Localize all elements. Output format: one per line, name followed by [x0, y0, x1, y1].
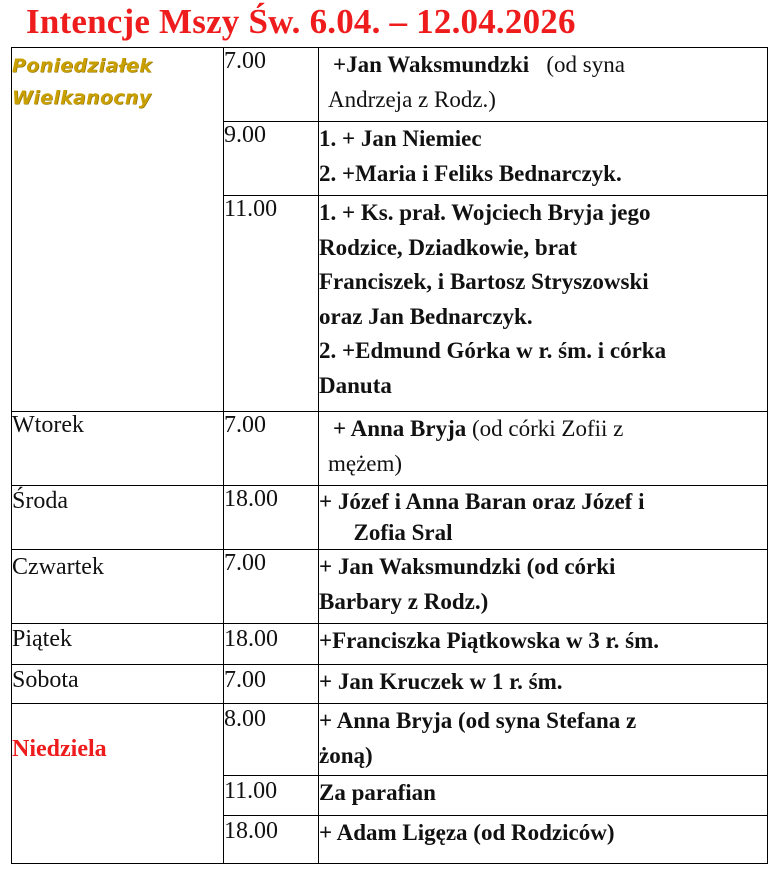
- intention-cell: [319, 816, 768, 864]
- intention-line: + Anna Bryja (od córki Zofii z: [333, 416, 624, 441]
- intention-cell: [319, 776, 768, 816]
- day-cell-thursday: Czwartek: [12, 550, 224, 624]
- intention-line: Barbary z Rodz.): [319, 588, 489, 614]
- intention-line: Zofia Sral: [319, 520, 453, 545]
- mass-time: 18.00: [224, 486, 319, 550]
- mass-time: 11.00: [224, 776, 319, 816]
- day-name: Wielkanocny: [12, 87, 152, 109]
- intention-cell: [319, 486, 768, 550]
- intention-line: + Jan Waksmundzki (od córki: [319, 554, 616, 579]
- intention-cell: [319, 624, 768, 665]
- day-cell-monday: [12, 48, 224, 412]
- intention-line: 2. +Edmund Górka w r. śm. i córka: [319, 338, 667, 363]
- intention-line: żoną): [319, 742, 373, 768]
- intention-line: + Adam Ligęza (od Rodziców): [319, 820, 615, 845]
- intention-line: + Jan Kruczek w 1 r. śm.: [319, 669, 563, 694]
- table-row: [12, 48, 768, 122]
- intention-line: +Franciszka Piątkowska w 3 r. śm.: [319, 628, 660, 653]
- intention-line: oraz Jan Bednarczyk.: [319, 303, 533, 329]
- mass-time: 11.00: [224, 196, 319, 412]
- intention-cell: [319, 196, 768, 412]
- intention-cell: [319, 122, 768, 196]
- day-name: Poniedziałek: [12, 55, 153, 77]
- mass-time: 7.00: [224, 48, 319, 122]
- intention-line: +Jan Waksmundzki (od syna: [333, 52, 625, 77]
- day-cell-friday: Piątek: [12, 624, 224, 665]
- day-cell-tuesday: Wtorek: [12, 412, 224, 486]
- day-cell-saturday: Sobota: [12, 665, 224, 704]
- table-row: [12, 665, 768, 704]
- intention-line: 1. + Jan Niemiec: [319, 126, 482, 151]
- intention-line: Danuta: [319, 372, 392, 398]
- mass-time: 7.00: [224, 412, 319, 486]
- mass-time: 9.00: [224, 122, 319, 196]
- table-row: [12, 486, 768, 550]
- mass-time: 18.00: [224, 816, 319, 864]
- intention-cell: [319, 48, 768, 122]
- intention-line: Franciszek, i Bartosz Stryszowski: [319, 269, 649, 294]
- intention-cell: [319, 704, 768, 776]
- intention-line: 1. + Ks. prał. Wojciech Bryja jego: [319, 200, 651, 225]
- table-row: [12, 550, 768, 624]
- intention-line: 2. +Maria i Feliks Bednarczyk.: [319, 160, 622, 186]
- intention-cell: [319, 412, 768, 486]
- intention-line: + Anna Bryja (od syna Stefana z: [319, 708, 637, 733]
- table-row: [12, 412, 768, 486]
- mass-time: 7.00: [224, 550, 319, 624]
- intention-line: + Józef i Anna Baran oraz Józef i: [319, 489, 645, 514]
- intention-line: Za parafian: [319, 780, 436, 805]
- page-title: Intencje Mszy Św. 6.04. – 12.04.2026: [26, 2, 576, 41]
- intention-line: Andrzeja z Rodz.): [328, 86, 496, 112]
- day-name: Niedziela: [12, 736, 107, 762]
- table-row: [12, 704, 768, 776]
- mass-time: 7.00: [224, 665, 319, 704]
- intention-line: Rodzice, Dziadkowie, brat: [319, 234, 578, 260]
- intention-cell: [319, 665, 768, 704]
- table-row: [12, 624, 768, 665]
- day-cell-wednesday: Środa: [12, 486, 224, 550]
- intention-line: mężem): [328, 450, 403, 476]
- mass-time: 18.00: [224, 624, 319, 665]
- day-cell-sunday: [12, 704, 224, 864]
- mass-intentions-table: [11, 47, 768, 864]
- mass-time: 8.00: [224, 704, 319, 776]
- intention-cell: [319, 550, 768, 624]
